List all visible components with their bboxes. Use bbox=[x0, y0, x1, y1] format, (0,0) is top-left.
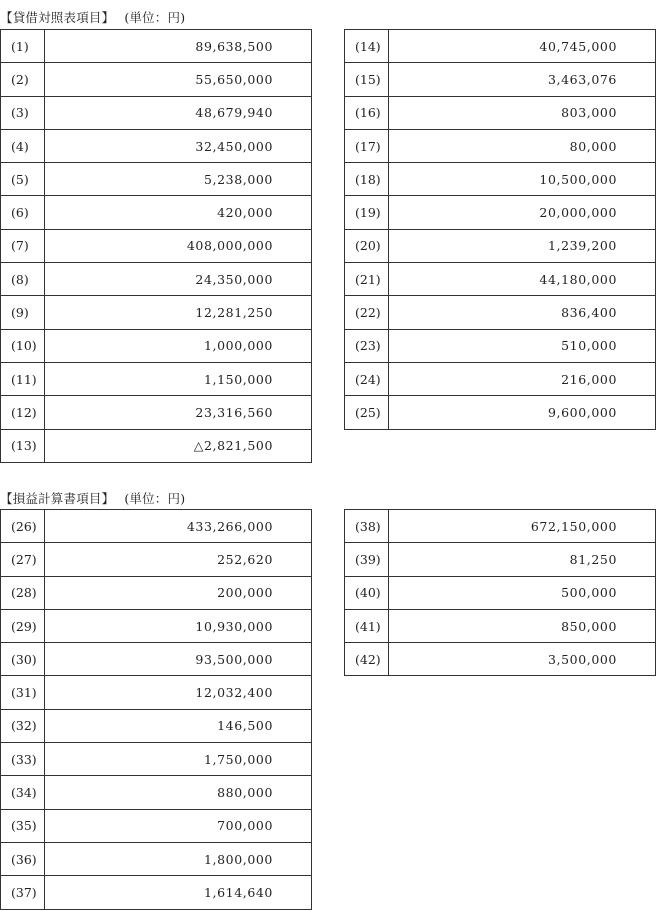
item-amount: 1,000,000 bbox=[45, 329, 312, 362]
balance-sheet-title: 【貸借対照表項目】 bbox=[0, 10, 115, 25]
item-amount: 89,638,500 bbox=[45, 30, 312, 63]
item-amount: 216,000 bbox=[389, 362, 656, 395]
table-row bbox=[345, 63, 656, 96]
income-statement-table-right bbox=[344, 509, 656, 676]
item-amount: 80,000 bbox=[389, 129, 656, 162]
item-amount: 510,000 bbox=[389, 329, 656, 362]
item-number: (19) bbox=[345, 196, 389, 229]
item-number: (9) bbox=[1, 296, 45, 329]
item-amount: 803,000 bbox=[389, 96, 656, 129]
balance-sheet-table-left bbox=[0, 29, 312, 463]
table-row bbox=[345, 510, 656, 543]
item-number: (23) bbox=[345, 329, 389, 362]
item-number: (30) bbox=[1, 643, 45, 676]
item-number: (12) bbox=[1, 396, 45, 429]
table-row bbox=[1, 842, 312, 875]
table-row bbox=[1, 429, 312, 462]
item-amount: 44,180,000 bbox=[389, 263, 656, 296]
item-amount: 1,800,000 bbox=[45, 842, 312, 875]
table-row bbox=[1, 396, 312, 429]
item-number: (40) bbox=[345, 576, 389, 609]
table-row bbox=[1, 609, 312, 642]
item-number: (2) bbox=[1, 63, 45, 96]
table-row bbox=[1, 743, 312, 776]
item-amount: 3,463,076 bbox=[389, 63, 656, 96]
item-number: (21) bbox=[345, 263, 389, 296]
item-amount: 9,600,000 bbox=[389, 396, 656, 429]
table-row bbox=[1, 329, 312, 362]
item-amount: 252,620 bbox=[45, 543, 312, 576]
table-row bbox=[1, 229, 312, 262]
table-row bbox=[1, 63, 312, 96]
table-row bbox=[345, 543, 656, 576]
item-amount: 20,000,000 bbox=[389, 196, 656, 229]
item-amount: 12,032,400 bbox=[45, 676, 312, 709]
item-amount: 836,400 bbox=[389, 296, 656, 329]
item-number: (26) bbox=[1, 510, 45, 543]
item-number: (20) bbox=[345, 229, 389, 262]
item-number: (32) bbox=[1, 709, 45, 742]
table-row bbox=[1, 809, 312, 842]
item-amount: 5,238,000 bbox=[45, 163, 312, 196]
item-number: (22) bbox=[345, 296, 389, 329]
item-number: (33) bbox=[1, 743, 45, 776]
table-row bbox=[1, 776, 312, 809]
table-row bbox=[1, 510, 312, 543]
item-amount: 1,614,640 bbox=[45, 876, 312, 909]
item-amount: 1,239,200 bbox=[389, 229, 656, 262]
table-row bbox=[1, 576, 312, 609]
item-number: (14) bbox=[345, 30, 389, 63]
item-number: (31) bbox=[1, 676, 45, 709]
income-statement-heading bbox=[0, 489, 185, 507]
item-number: (16) bbox=[345, 96, 389, 129]
item-number: (25) bbox=[345, 396, 389, 429]
table-row bbox=[1, 263, 312, 296]
item-number: (6) bbox=[1, 196, 45, 229]
item-amount: 12,281,250 bbox=[45, 296, 312, 329]
item-number: (1) bbox=[1, 30, 45, 63]
income-statement-title: 【損益計算書項目】 bbox=[0, 491, 115, 506]
item-amount: 10,930,000 bbox=[45, 609, 312, 642]
item-number: (3) bbox=[1, 96, 45, 129]
item-amount: 146,500 bbox=[45, 709, 312, 742]
item-number: (15) bbox=[345, 63, 389, 96]
table-row bbox=[1, 676, 312, 709]
item-number: (7) bbox=[1, 229, 45, 262]
item-number: (34) bbox=[1, 776, 45, 809]
table-row bbox=[345, 576, 656, 609]
item-number: (41) bbox=[345, 609, 389, 642]
item-amount: 81,250 bbox=[389, 543, 656, 576]
table-row bbox=[1, 876, 312, 909]
table-row bbox=[1, 129, 312, 162]
item-amount: 500,000 bbox=[389, 576, 656, 609]
item-number: (42) bbox=[345, 643, 389, 676]
table-row bbox=[345, 362, 656, 395]
item-number: (35) bbox=[1, 809, 45, 842]
item-number: (18) bbox=[345, 163, 389, 196]
item-amount: 850,000 bbox=[389, 609, 656, 642]
item-number: (27) bbox=[1, 543, 45, 576]
table-row bbox=[1, 643, 312, 676]
item-amount: 93,500,000 bbox=[45, 643, 312, 676]
table-row bbox=[345, 643, 656, 676]
table-row bbox=[345, 96, 656, 129]
item-number: (11) bbox=[1, 362, 45, 395]
table-row bbox=[1, 296, 312, 329]
item-amount: 48,679,940 bbox=[45, 96, 312, 129]
item-number: (17) bbox=[345, 129, 389, 162]
item-number: (4) bbox=[1, 129, 45, 162]
balance-sheet-table-right bbox=[344, 29, 656, 430]
item-amount: 1,150,000 bbox=[45, 362, 312, 395]
item-number: (28) bbox=[1, 576, 45, 609]
table-row bbox=[1, 96, 312, 129]
balance-sheet-unit: (単位：円) bbox=[124, 10, 186, 25]
item-amount: 32,450,000 bbox=[45, 129, 312, 162]
item-number: (8) bbox=[1, 263, 45, 296]
table-row bbox=[1, 362, 312, 395]
table-row bbox=[345, 30, 656, 63]
table-row bbox=[1, 196, 312, 229]
table-row bbox=[345, 329, 656, 362]
table-row bbox=[345, 609, 656, 642]
table-row bbox=[345, 229, 656, 262]
item-number: (37) bbox=[1, 876, 45, 909]
item-number: (24) bbox=[345, 362, 389, 395]
item-amount: 40,745,000 bbox=[389, 30, 656, 63]
table-row bbox=[345, 163, 656, 196]
item-amount: 672,150,000 bbox=[389, 510, 656, 543]
table-row bbox=[345, 196, 656, 229]
item-amount: 408,000,000 bbox=[45, 229, 312, 262]
table-row bbox=[1, 543, 312, 576]
item-amount: 3,500,000 bbox=[389, 643, 656, 676]
income-statement-unit: (単位：円) bbox=[124, 491, 186, 506]
item-amount: 1,750,000 bbox=[45, 743, 312, 776]
item-amount: 880,000 bbox=[45, 776, 312, 809]
item-number: (5) bbox=[1, 163, 45, 196]
table-row bbox=[1, 163, 312, 196]
item-amount: 24,350,000 bbox=[45, 263, 312, 296]
item-number: (29) bbox=[1, 609, 45, 642]
balance-sheet-heading bbox=[0, 8, 185, 26]
item-amount: 200,000 bbox=[45, 576, 312, 609]
table-row bbox=[1, 709, 312, 742]
table-row bbox=[345, 263, 656, 296]
table-row bbox=[345, 296, 656, 329]
table-row bbox=[345, 396, 656, 429]
table-row bbox=[345, 129, 656, 162]
item-number: (10) bbox=[1, 329, 45, 362]
item-amount: 420,000 bbox=[45, 196, 312, 229]
item-number: (38) bbox=[345, 510, 389, 543]
item-amount: 10,500,000 bbox=[389, 163, 656, 196]
item-number: (36) bbox=[1, 842, 45, 875]
item-amount: △2,821,500 bbox=[45, 429, 312, 462]
item-amount: 700,000 bbox=[45, 809, 312, 842]
income-statement-table-left bbox=[0, 509, 312, 910]
item-amount: 23,316,560 bbox=[45, 396, 312, 429]
item-amount: 433,266,000 bbox=[45, 510, 312, 543]
table-row bbox=[1, 30, 312, 63]
item-amount: 55,650,000 bbox=[45, 63, 312, 96]
item-number: (39) bbox=[345, 543, 389, 576]
item-number: (13) bbox=[1, 429, 45, 462]
